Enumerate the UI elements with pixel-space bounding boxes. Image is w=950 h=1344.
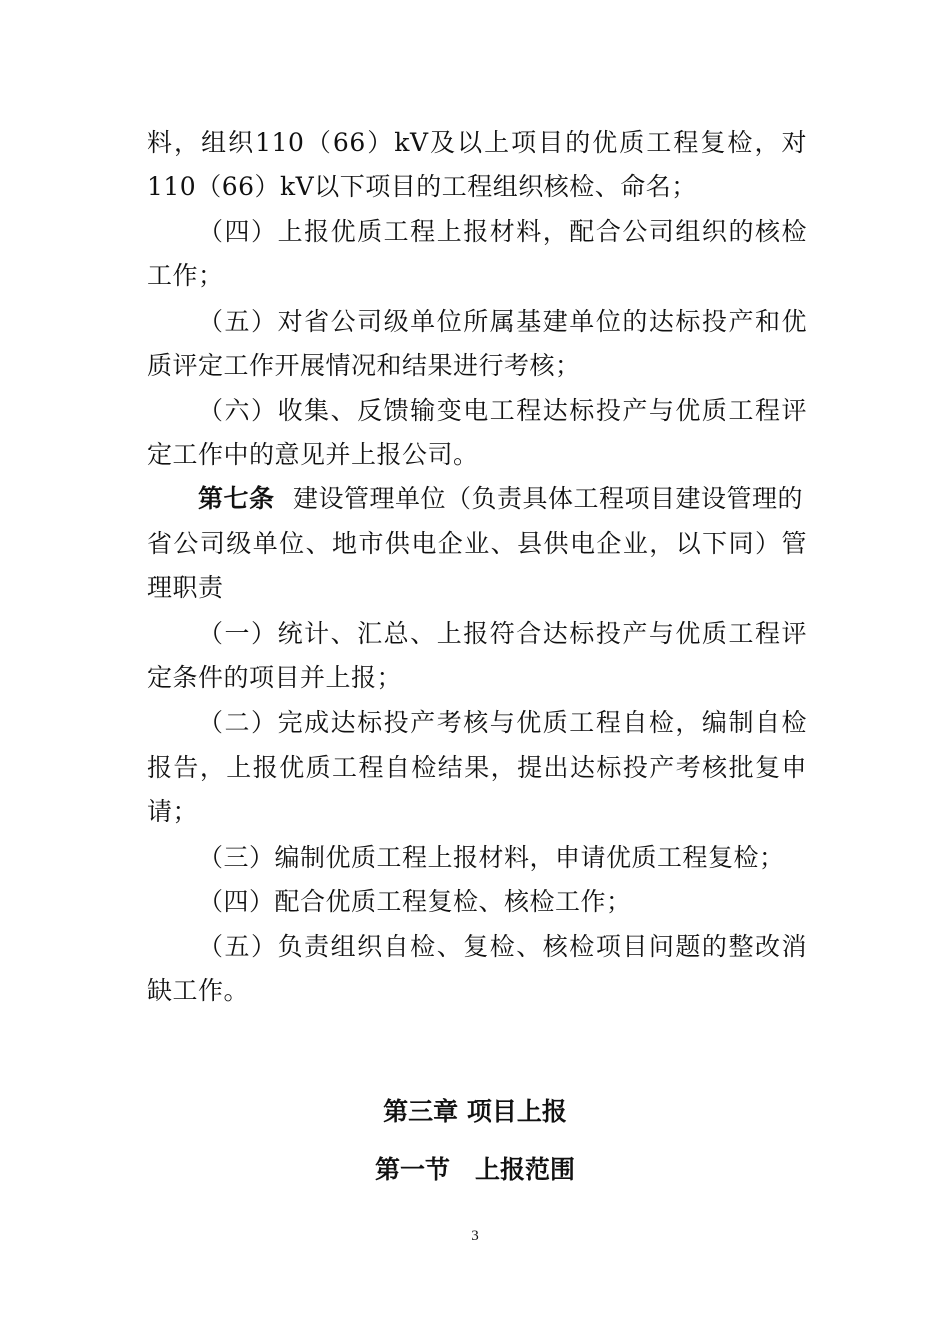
text-line: 省公司级单位、地市供电企业、县供电企业，以下同）管 [147,529,807,558]
text-line: 缺工作。 [147,976,250,1005]
text-line: （二）完成达标投产考核与优质工程自检，编制自检 [198,708,807,737]
text-line: 报告，上报优质工程自检结果，提出达标投产考核批复申 [147,753,807,782]
text-line: 请； [147,797,199,826]
text-line: 质评定工作开展情况和结果进行考核； [147,351,581,380]
text-line: （六）收集、反馈输变电工程达标投产与优质工程评 [198,396,807,425]
text-line: 定工作中的意见并上报公司。 [147,440,479,469]
text-line: （四）上报优质工程上报材料，配合公司组织的核检 [198,217,807,246]
text-line: 工作； [147,261,224,290]
page-number: 3 [471,1228,479,1244]
text-line: （四）配合优质工程复检、核检工作； [198,887,632,916]
chapter-title: 第三章 项目上报 [383,1097,567,1126]
text-line: （五）对省公司级单位所属基建单位的达标投产和优 [198,307,807,336]
article-label: 第七条 [198,484,275,513]
text-line: （一）统计、汇总、上报符合达标投产与优质工程评 [198,619,807,648]
article-line [198,477,807,521]
text-line: （五）负责组织自检、复检、核检项目问题的整改消 [198,932,807,961]
text-line: 110（66）kV以下项目的工程组织核检、命名； [147,172,697,201]
text-line: （三）编制优质工程上报材料，申请优质工程复检； [198,843,785,872]
section-title: 第一节 上报范围 [374,1155,575,1184]
article-text: 建设管理单位（负责具体工程项目建设管理的 [292,484,803,513]
text-line: 定条件的项目并上报； [147,663,403,692]
text-line: 料，组织110（66）kV及以上项目的优质工程复检，对 [147,128,807,157]
text-line: 理职责 [147,573,224,602]
